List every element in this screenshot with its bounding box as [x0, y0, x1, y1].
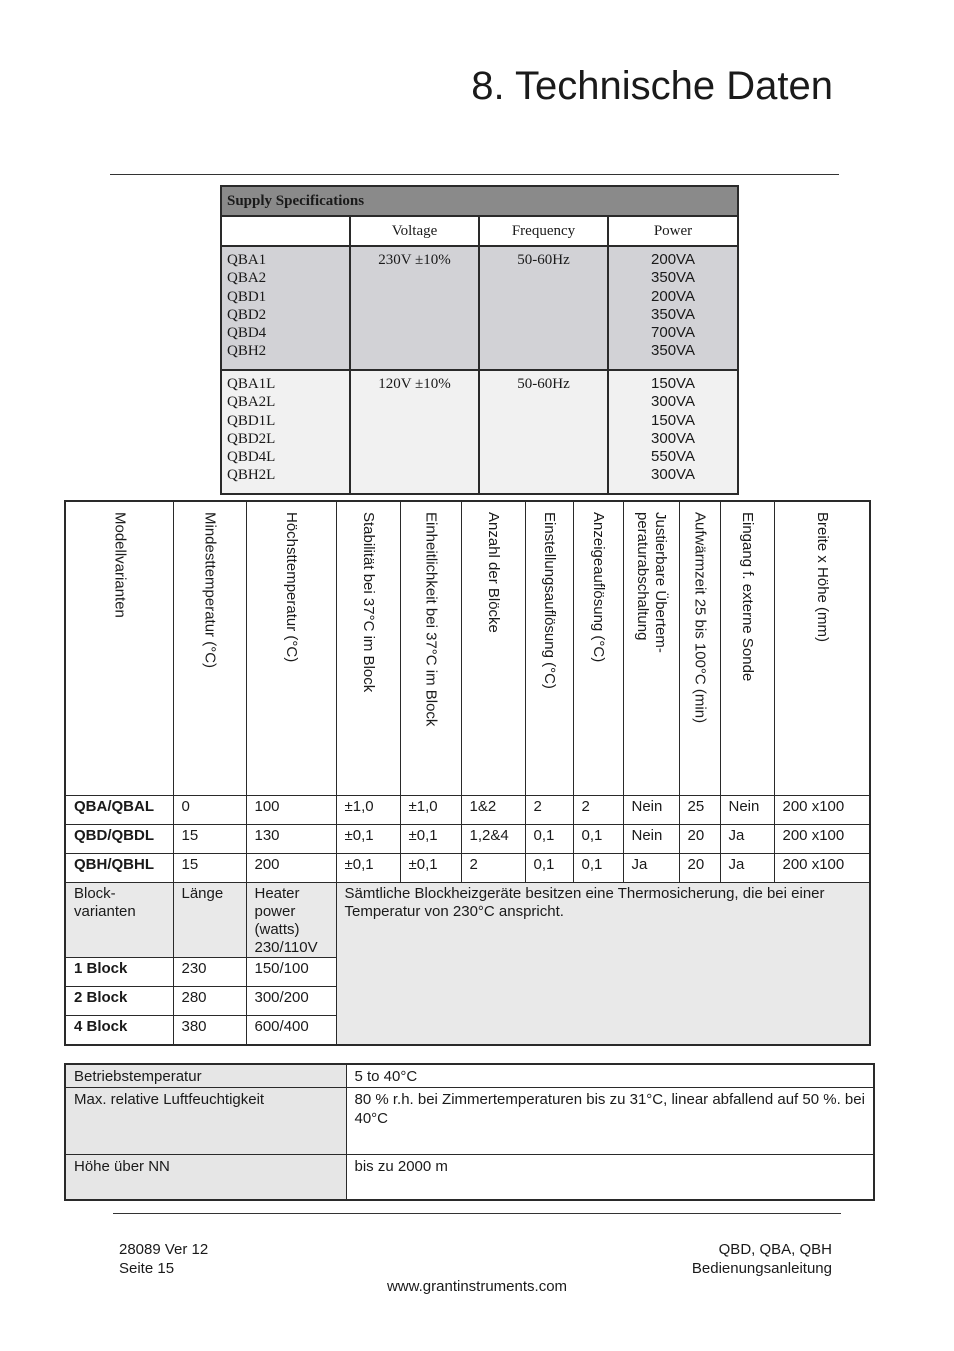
environment-table: [64, 1063, 875, 1201]
spec-cell: 200 x100: [774, 796, 870, 825]
spec-header-cell: [720, 501, 774, 796]
supply-power: [608, 370, 738, 494]
spec-cell: 20: [679, 825, 720, 854]
spec-header-model: Modellvarianten: [111, 512, 129, 618]
spec-header-stability: Stabilität bei 37°C im Block: [360, 512, 377, 693]
spec-header-external-probe: Eingang f. externe Sonde: [739, 512, 756, 682]
supply-models: [221, 370, 350, 494]
spec-header-cell: [400, 501, 461, 796]
spec-cell: 200 x100: [774, 825, 870, 854]
supply-table-title: Supply Specifications: [221, 186, 738, 216]
block-length: 380: [173, 1016, 246, 1046]
spec-header-max-temp: Höchsttemperatur (°C): [283, 512, 300, 663]
supply-power-value: 200VA: [651, 287, 695, 305]
spec-header-cell: [623, 501, 679, 796]
spec-cell: 0,1: [525, 825, 573, 854]
spec-cell: 0: [173, 796, 246, 825]
supply-col-header-blank: [221, 216, 350, 246]
table-row: [65, 1064, 874, 1088]
spec-cell: 2: [573, 796, 623, 825]
spec-header-cell: [173, 501, 246, 796]
table-row: [65, 854, 870, 883]
doc-id: 28089 Ver 12: [119, 1241, 209, 1258]
spec-model-name: QBA/QBAL: [65, 796, 173, 825]
supply-model: QBD1L: [227, 412, 276, 429]
supply-model: QBD1: [227, 288, 267, 305]
table-row: [65, 1155, 874, 1201]
spec-header-block-count: Anzahl der Blöcke: [485, 512, 502, 633]
page-number: Seite 15: [119, 1260, 175, 1277]
spec-cell: 20: [679, 854, 720, 883]
env-label: Betriebstemperatur: [65, 1064, 346, 1088]
supply-model: QBD2L: [227, 430, 276, 447]
supply-power-value: 700VA: [651, 324, 695, 342]
spec-model-name: QBD/QBDL: [65, 825, 173, 854]
spec-header-overtemp-cutout: Justierbare Übertem- peraturabschaltung: [634, 512, 669, 653]
spec-cell: Ja: [720, 854, 774, 883]
spec-cell: ±0,1: [336, 825, 400, 854]
supply-group-230v: [221, 246, 738, 370]
supply-model: QBA2L: [227, 394, 276, 411]
footer-left: [119, 1240, 208, 1278]
table-row: [65, 796, 870, 825]
block-length: 280: [173, 987, 246, 1016]
product-names: QBD, QBA, QBH: [718, 1241, 832, 1258]
spec-header-cell: [65, 501, 173, 796]
supply-frequency: 50-60Hz: [479, 370, 608, 494]
footer-divider: [113, 1213, 841, 1214]
spec-header-cell: [525, 501, 573, 796]
block-power: 150/100: [246, 958, 336, 987]
supply-model: QBA1L: [227, 376, 276, 392]
env-label: Max. relative Luftfeuchtigkeit: [65, 1088, 346, 1155]
supply-model: QBH2: [227, 343, 267, 360]
supply-model: QBD2: [227, 306, 267, 323]
spec-header-warmup-time: Aufwärmzeit 25 bis 100°C (min): [691, 512, 709, 724]
manual-name: Bedienungsanleitung: [691, 1260, 832, 1277]
block-name: 2 Block: [65, 987, 173, 1016]
supply-power-value: 300VA: [651, 429, 695, 447]
spec-cell: ±0,1: [336, 854, 400, 883]
spec-header-cell: [461, 501, 525, 796]
supply-col-header-voltage: Voltage: [350, 216, 479, 246]
supply-power: [608, 246, 738, 370]
supply-power-value: 350VA: [651, 342, 695, 360]
spec-cell: 200 x100: [774, 854, 870, 883]
spec-header-cell: [774, 501, 870, 796]
supply-voltage: 230V ±10%: [350, 246, 479, 370]
supply-model: QBD4: [227, 325, 267, 342]
block-variant-header: Block- varianten: [65, 883, 173, 958]
supply-power-value: 300VA: [651, 466, 695, 484]
supply-power-value: 200VA: [651, 251, 695, 268]
supply-power-value: 350VA: [651, 305, 695, 323]
spec-header-cell: [246, 501, 336, 796]
spec-cell: 0,1: [525, 854, 573, 883]
block-length: 230: [173, 958, 246, 987]
block-length-header: Länge: [173, 883, 246, 958]
supply-group-120v: [221, 370, 738, 494]
spec-cell: 2: [461, 854, 525, 883]
spec-cell: 2: [525, 796, 573, 825]
supply-model: QBD4L: [227, 449, 276, 466]
env-value: bis zu 2000 m: [346, 1155, 874, 1201]
spec-header-uniformity: Einheitlichkeit bei 37°C im Block: [422, 512, 440, 727]
website: www.grantinstruments.com: [386, 1278, 568, 1295]
env-value: 5 to 40°C: [346, 1064, 874, 1088]
table-row: [65, 1088, 874, 1155]
spec-cell: ±0,1: [400, 825, 461, 854]
block-power: 300/200: [246, 987, 336, 1016]
spec-cell: Nein: [720, 796, 774, 825]
env-value: 80 % r.h. bei Zimmertemperaturen bis zu 31°C, linear abfallend auf 50 %. bei 40°C: [346, 1088, 874, 1155]
spec-model-name: QBH/QBHL: [65, 854, 173, 883]
spec-header-row: [65, 501, 870, 796]
specifications-table: [64, 500, 871, 1046]
block-name: 4 Block: [65, 1016, 173, 1046]
spec-cell: ±1,0: [336, 796, 400, 825]
spec-cell: Ja: [720, 825, 774, 854]
spec-cell: Nein: [623, 825, 679, 854]
supply-frequency: 50-60Hz: [479, 246, 608, 370]
supply-power-value: 150VA: [651, 411, 695, 429]
spec-header-dimensions: Breite x Höhe (mm): [813, 512, 831, 643]
spec-header-cell: [336, 501, 400, 796]
supply-col-header-frequency: Frequency: [479, 216, 608, 246]
spec-cell: 1,2&4: [461, 825, 525, 854]
block-power-header: Heater power (watts) 230/110V: [246, 883, 336, 958]
page-title: 8. Technische Daten: [471, 64, 833, 108]
thermal-fuse-note: Sämtliche Blockheizgeräte besitzen eine Thermosicherung, die bei einer Temperatur von 230°C anspricht.: [336, 883, 870, 1046]
spec-cell: ±1,0: [400, 796, 461, 825]
spec-cell: Nein: [623, 796, 679, 825]
spec-cell: 0,1: [573, 854, 623, 883]
block-name: 1 Block: [65, 958, 173, 987]
spec-header-cell: [679, 501, 720, 796]
spec-header-setting-resolution: Einstellungsauflösung (°C): [541, 512, 558, 689]
block-power: 600/400: [246, 1016, 336, 1046]
supply-specifications-table: [220, 185, 739, 495]
block-header-row: [65, 883, 870, 958]
spec-cell: 130: [246, 825, 336, 854]
spec-cell: ±0,1: [400, 854, 461, 883]
supply-model: QBA1: [227, 252, 267, 268]
env-label: Höhe über NN: [65, 1155, 346, 1201]
spec-header-display-resolution: Anzeigeauflösung (°C): [590, 512, 607, 663]
spec-cell: 1&2: [461, 796, 525, 825]
supply-power-value: 300VA: [651, 393, 695, 411]
spec-cell: 25: [679, 796, 720, 825]
spec-header-cell: [573, 501, 623, 796]
supply-model: QBA2: [227, 270, 267, 287]
spec-header-min-temp: Mindesttemperatur (°C): [201, 512, 219, 669]
supply-model: QBH2L: [227, 467, 276, 484]
supply-power-value: 350VA: [651, 269, 695, 287]
spec-cell: 100: [246, 796, 336, 825]
supply-voltage: 120V ±10%: [350, 370, 479, 494]
spec-cell: 200: [246, 854, 336, 883]
supply-power-value: 150VA: [651, 375, 695, 392]
spec-cell: Ja: [623, 854, 679, 883]
footer-right: [560, 1240, 832, 1278]
supply-models: [221, 246, 350, 370]
header-divider: [110, 174, 839, 175]
supply-col-header-power: Power: [608, 216, 738, 246]
supply-power-value: 550VA: [651, 448, 695, 466]
spec-cell: 15: [173, 854, 246, 883]
spec-cell: 15: [173, 825, 246, 854]
spec-cell: 0,1: [573, 825, 623, 854]
table-row: [65, 825, 870, 854]
